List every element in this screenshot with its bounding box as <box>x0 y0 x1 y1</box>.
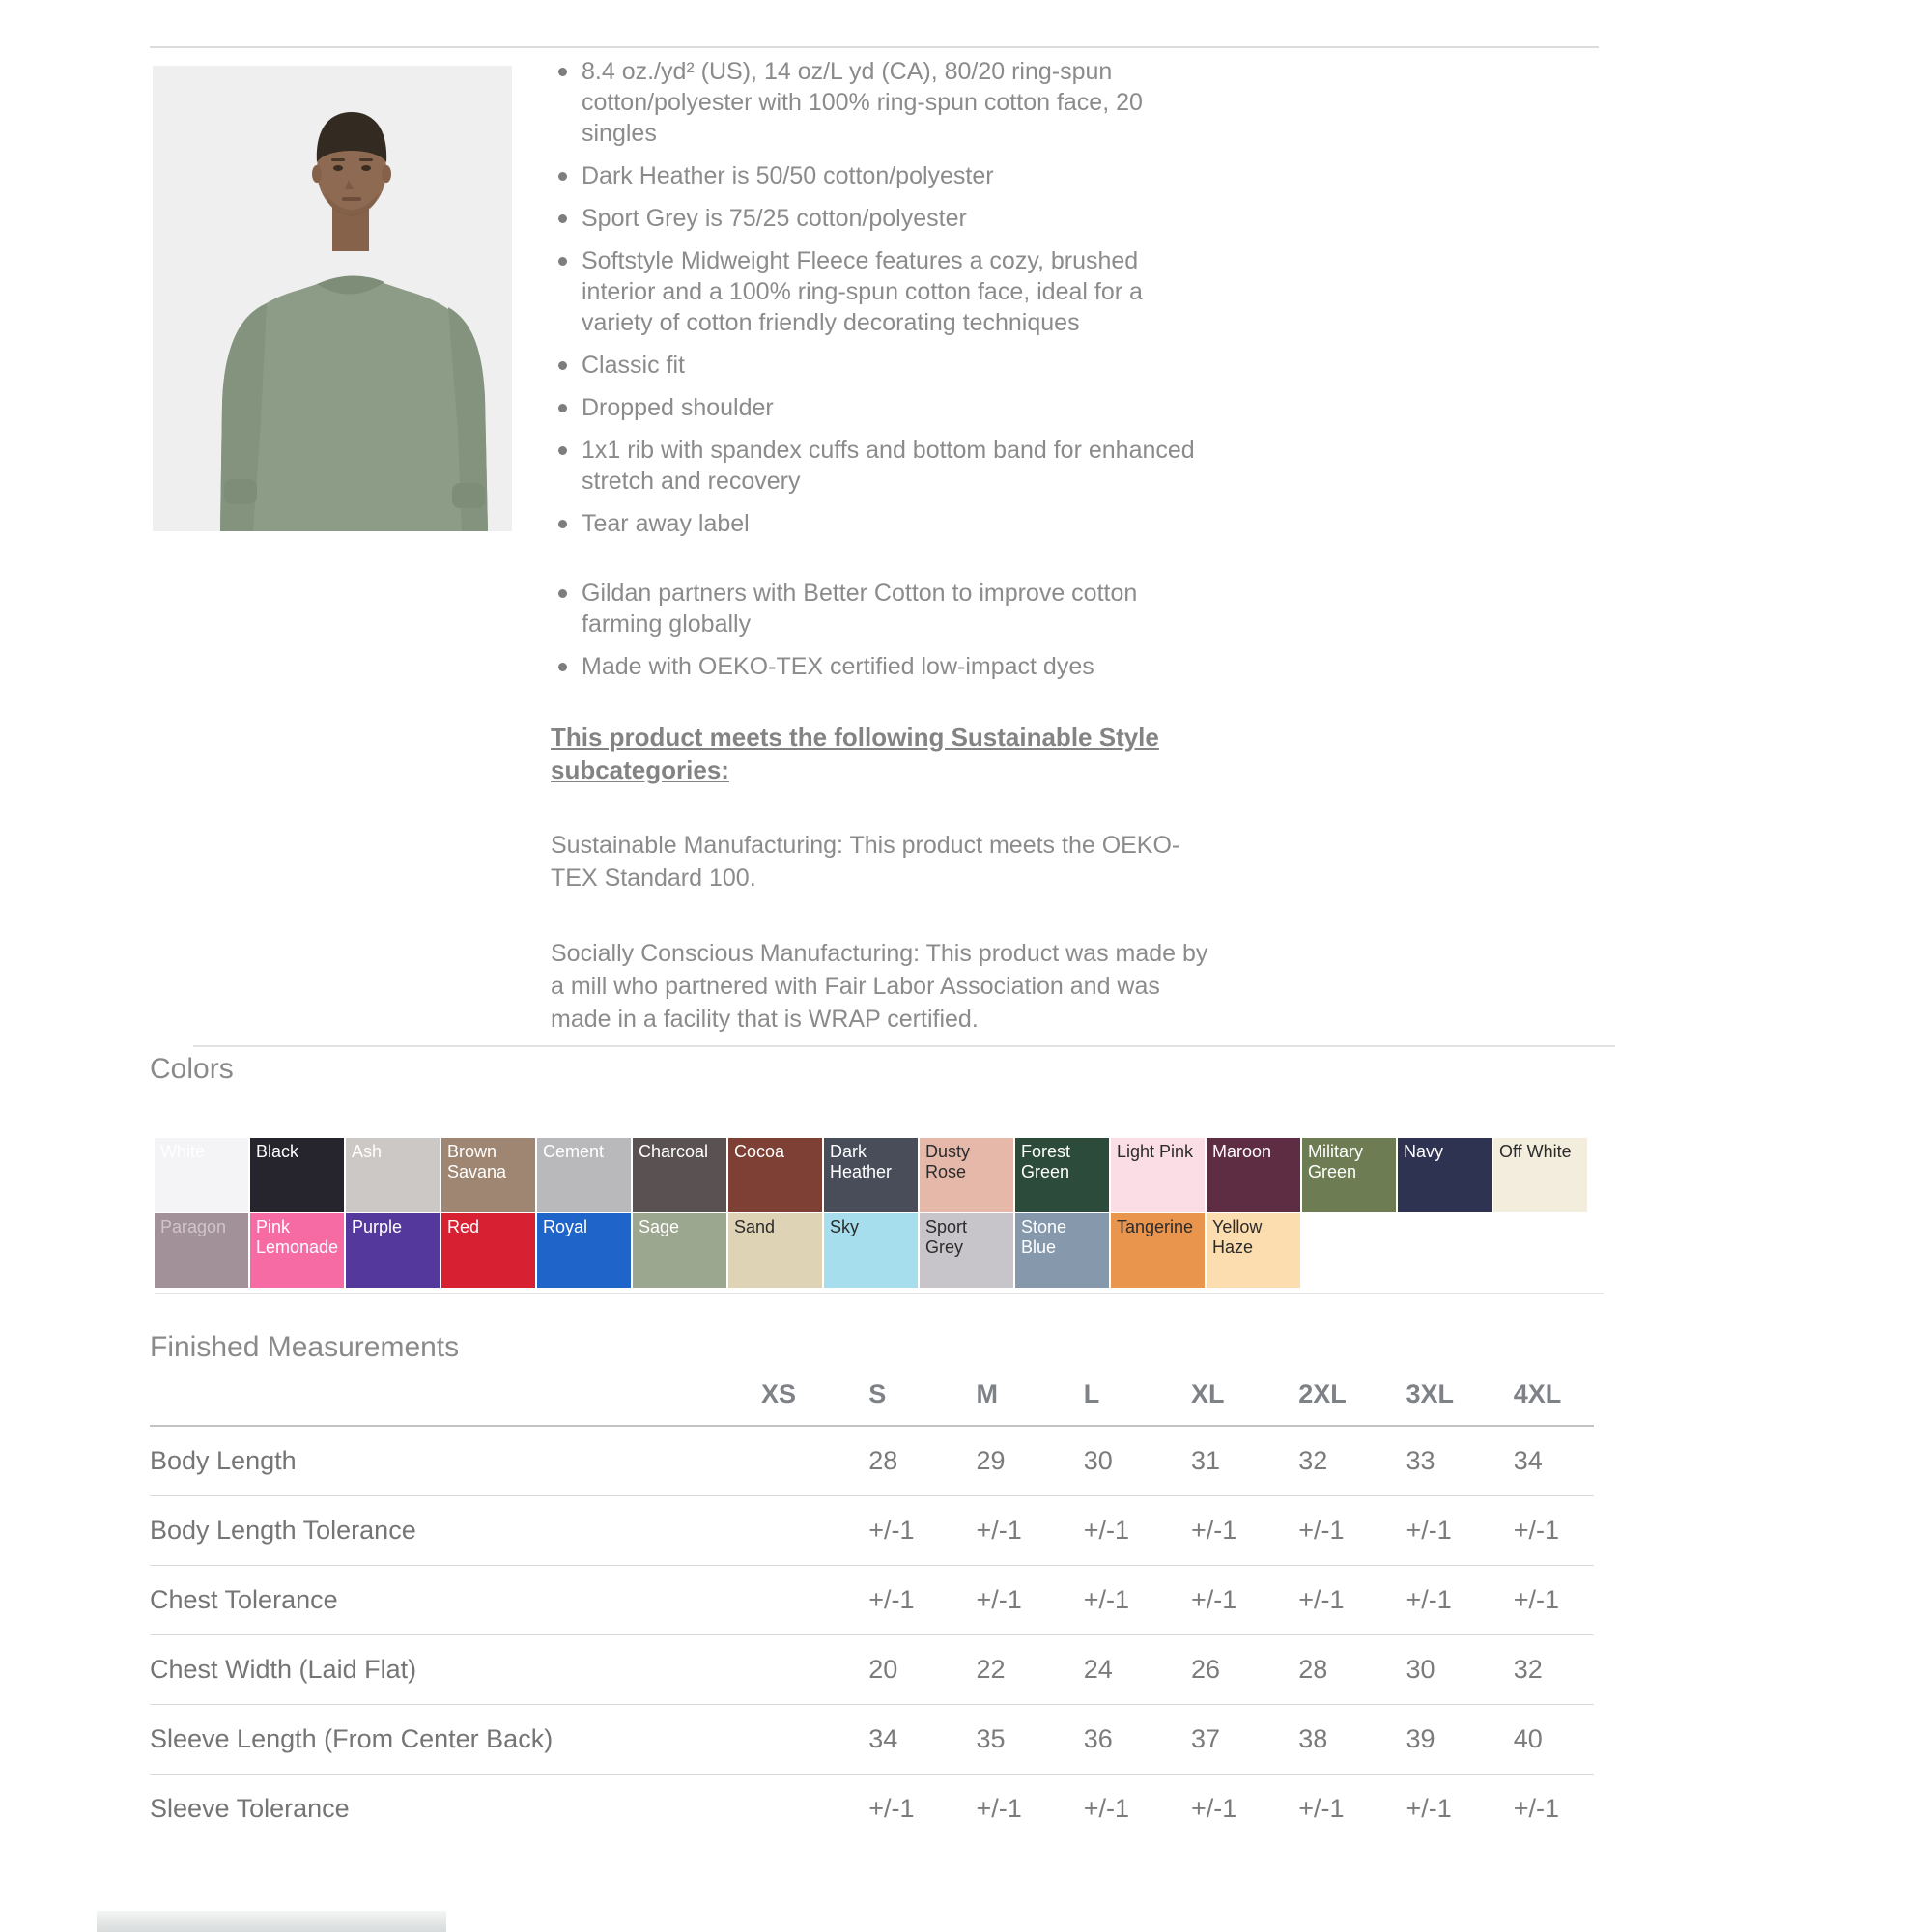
color-swatch-light-pink[interactable]: Light Pink <box>1111 1138 1205 1212</box>
colors-heading: Colors <box>150 1053 234 1085</box>
color-swatch-row <box>155 1138 1604 1213</box>
color-swatch-royal[interactable]: Royal <box>537 1213 631 1288</box>
measurement-value-cell: +/-1 <box>1164 1496 1271 1566</box>
color-swatch-sand[interactable]: Sand <box>728 1213 822 1288</box>
measurement-value-cell: +/-1 <box>1057 1496 1164 1566</box>
measurement-value-cell: +/-1 <box>1406 1794 1452 1823</box>
bullet-item: Classic fit <box>551 350 1217 381</box>
color-swatch-sage[interactable]: Sage <box>633 1213 726 1288</box>
measurement-row <box>150 1566 1594 1635</box>
measurement-value-cell <box>734 1496 841 1566</box>
color-swatch-black[interactable]: Black <box>250 1138 344 1212</box>
measurement-row-label: Sleeve Tolerance <box>150 1794 350 1823</box>
measurement-value-cell: +/-1 <box>1164 1566 1271 1635</box>
measurement-row-label: Body Length <box>150 1426 734 1496</box>
measurement-value-cell: +/-1 <box>841 1566 949 1635</box>
measurement-value-cell: +/-1 <box>976 1794 1022 1823</box>
top-divider <box>150 46 1599 48</box>
measurements-section-divider <box>155 1293 1604 1294</box>
measurement-value-cell: 38 <box>1271 1705 1378 1775</box>
bullet-item: 1x1 rib with spandex cuffs and bottom band for enhanced stretch and recovery <box>551 435 1217 497</box>
product-photo <box>153 66 512 531</box>
bullet-item: Gildan partners with Better Cotton to improve cotton farming globally <box>551 578 1217 639</box>
color-swatch-stone-blue[interactable]: Stone Blue <box>1015 1213 1109 1288</box>
measurement-row <box>150 1496 1594 1566</box>
measurement-value-cell: 28 <box>841 1426 949 1496</box>
color-swatch-tangerine[interactable]: Tangerine <box>1111 1213 1205 1288</box>
bullet-item: Softstyle Midweight Fleece features a cozy, brushed interior and a 100% ring-spun cotton face, ideal for a variety of cotton friendly decorating techniques <box>551 245 1217 338</box>
measurement-value-cell <box>734 1426 841 1496</box>
measurement-value-cell <box>734 1705 841 1775</box>
measurement-row <box>150 1775 1594 1844</box>
measurement-value-cell: 20 <box>841 1635 949 1705</box>
measurement-value-cell: 32 <box>1271 1426 1378 1496</box>
bullet-item: Sport Grey is 75/25 cotton/polyester <box>551 203 1217 234</box>
measurement-value-cell: +/-1 <box>1379 1496 1487 1566</box>
size-column-header-s: S <box>841 1379 949 1426</box>
measurement-value-cell: 24 <box>1057 1635 1164 1705</box>
color-swatch-grid <box>155 1138 1604 1289</box>
sustainable-manufacturing-paragraph: Sustainable Manufacturing: This product meets the OEKO-TEX Standard 100. <box>551 832 1180 892</box>
color-swatch-sport-grey[interactable]: Sport Grey <box>920 1213 1013 1288</box>
color-swatch-dusty-rose[interactable]: Dusty Rose <box>920 1138 1013 1212</box>
measurement-row <box>150 1635 1594 1705</box>
bullet-item: Tear away label <box>551 508 1217 539</box>
size-column-header-3xl: 3XL <box>1379 1379 1487 1426</box>
color-swatch-charcoal[interactable]: Charcoal <box>633 1138 726 1212</box>
colors-section-divider <box>193 1045 1615 1047</box>
color-swatch-sky[interactable]: Sky <box>824 1213 918 1288</box>
measurement-value-cell: 30 <box>1379 1635 1487 1705</box>
measurement-row-label: Sleeve Length (From Center Back) <box>150 1705 734 1775</box>
measurement-row <box>150 1705 1594 1775</box>
sustainability-bullets <box>551 578 1217 682</box>
measurement-value-cell: +/-1 <box>1271 1496 1378 1566</box>
color-swatch-cocoa[interactable]: Cocoa <box>728 1138 822 1212</box>
color-swatch-row <box>155 1213 1604 1289</box>
size-column-header-xl: XL <box>1164 1379 1271 1426</box>
measurement-value-cell: +/-1 <box>1513 1794 1560 1823</box>
measurement-row <box>150 1426 1594 1496</box>
color-swatch-maroon[interactable]: Maroon <box>1207 1138 1300 1212</box>
product-spec-bullets <box>551 56 1217 539</box>
color-swatch-dark-heather[interactable]: Dark Heather <box>824 1138 918 1212</box>
color-swatch-red[interactable]: Red <box>441 1213 535 1288</box>
measurement-value-cell: 26 <box>1164 1635 1271 1705</box>
measurement-value-cell: +/-1 <box>1271 1566 1378 1635</box>
measurement-label-column-header <box>150 1379 734 1426</box>
measurement-value-cell: 32 <box>1487 1635 1594 1705</box>
measurement-value-cell: +/-1 <box>1083 1794 1130 1823</box>
color-swatch-pink-lemonade[interactable]: Pink Lemonade <box>250 1213 344 1288</box>
bullet-item: Dropped shoulder <box>551 392 1217 423</box>
measurement-value-cell <box>734 1775 841 1844</box>
measurement-value-cell: +/-1 <box>868 1794 915 1823</box>
socially-conscious-paragraph: Socially Conscious Manufacturing: This product was made by a mill who partnered with Fair Labor Association and was made in a facility that is WRAP certified. <box>551 940 1208 1033</box>
measurement-value-cell: +/-1 <box>841 1496 949 1566</box>
measurement-value-cell: +/-1 <box>1379 1566 1487 1635</box>
bullet-item: 8.4 oz./yd² (US), 14 oz/L yd (CA), 80/20 ring-spun cotton/polyester with 100% ring-spun cotton face, 20 singles <box>551 56 1217 149</box>
size-column-header-xs: XS <box>734 1379 841 1426</box>
measurement-value-cell: 39 <box>1379 1705 1487 1775</box>
size-column-header-2xl: 2XL <box>1271 1379 1378 1426</box>
measurement-value-cell: 22 <box>950 1635 1057 1705</box>
color-swatch-white[interactable]: White <box>155 1138 248 1212</box>
measurement-value-cell <box>734 1566 841 1635</box>
measurement-row-label: Chest Tolerance <box>150 1566 734 1635</box>
color-swatch-paragon[interactable]: Paragon <box>155 1213 248 1288</box>
bullet-item: Dark Heather is 50/50 cotton/polyester <box>551 160 1217 191</box>
measurement-value-cell: 31 <box>1164 1426 1271 1496</box>
measurement-value-cell: +/-1 <box>1057 1566 1164 1635</box>
color-swatch-brown-savana[interactable]: Brown Savana <box>441 1138 535 1212</box>
product-details-column <box>551 56 1217 1036</box>
measurement-value-cell: 40 <box>1487 1705 1594 1775</box>
color-swatch-off-white[interactable]: Off White <box>1493 1138 1587 1212</box>
measurement-value-cell: +/-1 <box>950 1566 1057 1635</box>
finished-measurements-table <box>150 1379 1594 1843</box>
measurement-value-cell: +/-1 <box>1191 1794 1237 1823</box>
size-column-header-m: M <box>950 1379 1057 1426</box>
color-swatch-military-green[interactable]: Military Green <box>1302 1138 1396 1212</box>
measurement-value-cell <box>734 1635 841 1705</box>
measurement-value-cell: +/-1 <box>1298 1794 1345 1823</box>
measurement-value-cell: 34 <box>1487 1426 1594 1496</box>
measurement-value-cell: 35 <box>950 1705 1057 1775</box>
bullet-item: Made with OEKO-TEX certified low-impact dyes <box>551 651 1217 682</box>
measurement-value-cell: +/-1 <box>1487 1496 1594 1566</box>
measurements-heading: Finished Measurements <box>150 1331 460 1363</box>
size-column-header-4xl: 4XL <box>1487 1379 1594 1426</box>
measurement-value-cell: 33 <box>1379 1426 1487 1496</box>
measurement-value-cell: +/-1 <box>1487 1566 1594 1635</box>
size-column-header-l: L <box>1057 1379 1164 1426</box>
measurement-row-label: Body Length Tolerance <box>150 1496 734 1566</box>
measurement-value-cell: 30 <box>1057 1426 1164 1496</box>
measurement-value-cell: 37 <box>1164 1705 1271 1775</box>
measurement-value-cell: 36 <box>1057 1705 1164 1775</box>
color-swatch-ash[interactable]: Ash <box>346 1138 440 1212</box>
measurement-value-cell: 34 <box>841 1705 949 1775</box>
model-in-sage-sweatshirt-illustration <box>153 66 512 531</box>
color-swatch-purple[interactable]: Purple <box>346 1213 440 1288</box>
partially-visible-bottom-element <box>97 1911 446 1932</box>
color-swatch-navy[interactable]: Navy <box>1398 1138 1492 1212</box>
color-swatch-yellow-haze[interactable]: Yellow Haze <box>1207 1213 1300 1288</box>
measurement-value-cell: 28 <box>1271 1635 1378 1705</box>
measurement-row-label: Chest Width (Laid Flat) <box>150 1635 734 1705</box>
color-swatch-cement[interactable]: Cement <box>537 1138 631 1212</box>
measurement-value-cell: 29 <box>950 1426 1057 1496</box>
sustainable-style-heading-link[interactable]: This product meets the following Sustainable Style subcategories: <box>551 723 1159 784</box>
color-swatch-forest-green[interactable]: Forest Green <box>1015 1138 1109 1212</box>
measurement-value-cell: +/-1 <box>950 1496 1057 1566</box>
